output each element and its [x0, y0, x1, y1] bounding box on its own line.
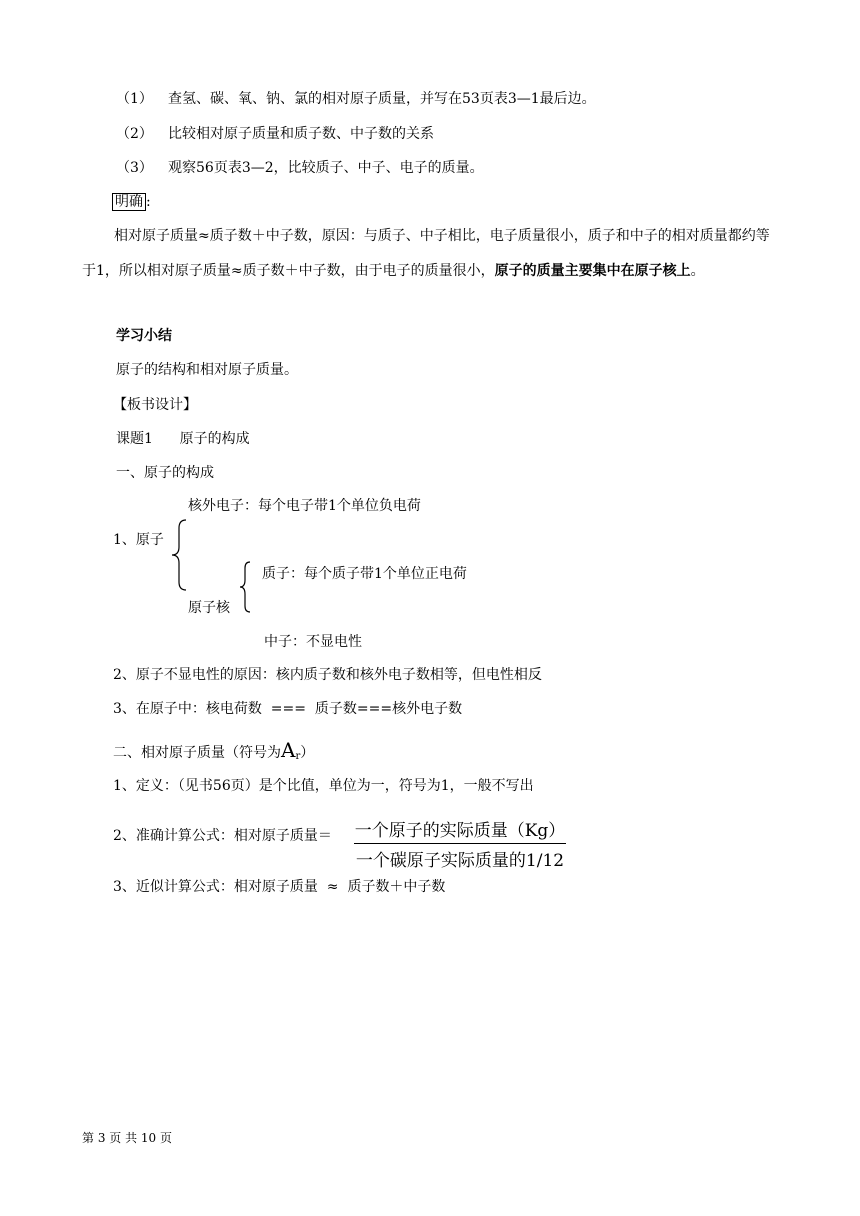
lesson-title: 课题1 原子的构成 — [116, 431, 250, 447]
item-2: 2、原子不显电性的原因：核内质子数和核外电子数相等，但电性相反 — [113, 667, 542, 683]
question-3-text: 观察56页表3—2，比较质子、中子、电子的质量。 — [168, 160, 484, 176]
question-2-number: （2） — [116, 126, 153, 142]
item-3: 3、在原子中：核电荷数 === 质子数===核外电子数 — [113, 701, 463, 717]
board-heading: 【板书设计】 — [113, 397, 197, 413]
clarify-bold-conclusion: 原子的质量主要集中在原子核上 — [494, 263, 691, 279]
formula-denominator: 一个碳原子实际质量的1/12 — [355, 851, 565, 871]
question-2-text: 比较相对原子质量和质子数、中子数的关系 — [168, 126, 434, 142]
tree-proton: 质子：每个质子带1个单位正电荷 — [262, 566, 467, 582]
question-1-text: 查氢、碳、氧、钠、氯的相对原子质量，并写在53页表3—1最后边。 — [168, 91, 596, 107]
approx-formula: 3、近似计算公式：相对原子质量 ≈ 质子数＋中子数 — [113, 879, 446, 895]
page-footer: 第 3 页 共 10 页 — [82, 1131, 172, 1145]
tree-neutron: 中子：不显电性 — [264, 634, 362, 650]
section-1-heading: 一、原子的构成 — [116, 465, 214, 481]
summary-text: 原子的结构和相对原子质量。 — [116, 362, 298, 378]
summary-heading: 学习小结 — [116, 328, 172, 344]
section-2-prefix: 二、相对原子质量（符号为 — [113, 745, 281, 761]
definition: 1、定义：（见书56页）是个比值，单位为一，符号为1，一般不写出 — [113, 778, 534, 794]
formula-numerator: 一个原子的实际质量（Kg） — [354, 816, 566, 844]
tree-electron: 核外电子：每个电子带1个单位负电荷 — [188, 498, 421, 514]
section-2-suffix: ） — [300, 745, 315, 761]
question-3-number: （3） — [116, 160, 153, 176]
symbol-A: A — [281, 738, 296, 762]
clarify-paragraph-end: 。 — [690, 263, 705, 279]
atom-brace-icon — [170, 519, 190, 591]
question-2 — [116, 124, 434, 144]
clarify-paragraph-text: 相对原子质量≈质子数＋中子数，原因：与质子、中子相比，电子质量很小，质子和中子的相对质量都约等于1，所以相对原子质量≈质子数＋中子数，由于电子的质量很小， — [82, 228, 770, 279]
formula-fraction — [354, 816, 566, 871]
clarify-label — [112, 192, 151, 212]
clarify-colon: : — [146, 194, 151, 210]
nucleus-brace-icon — [238, 561, 254, 613]
question-1-number: （1） — [116, 91, 153, 107]
question-1 — [116, 89, 596, 109]
section-2-heading — [113, 740, 314, 767]
question-3 — [116, 158, 484, 178]
formula-label: 2、准确计算公式：相对原子质量＝ — [113, 828, 332, 844]
tree-nucleus: 原子核 — [188, 600, 230, 616]
tree-atom: 1、原子 — [113, 532, 164, 548]
symbol-r: r — [295, 751, 301, 762]
clarify-boxed-label: 明确 — [112, 193, 146, 211]
clarify-paragraph — [82, 219, 782, 289]
